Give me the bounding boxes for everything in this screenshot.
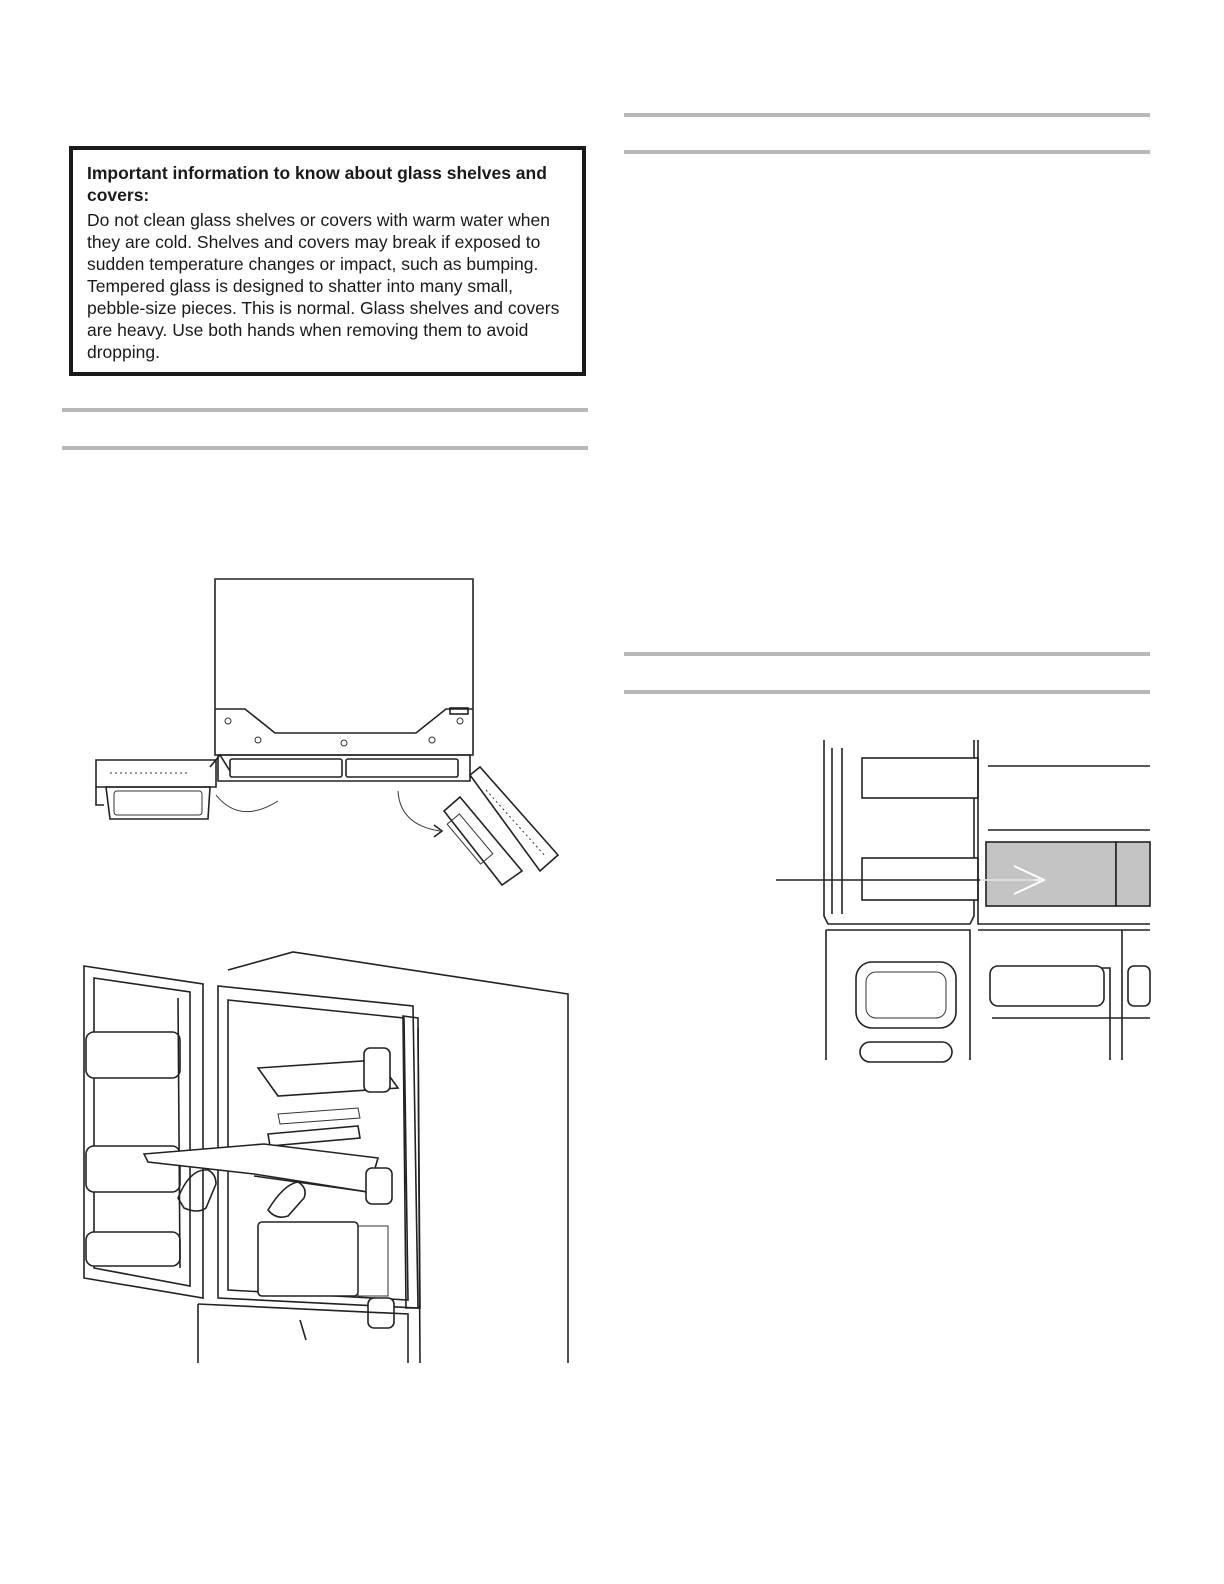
notice-line: dropping. — [87, 342, 160, 362]
notice-line: Do not clean glass shelves or covers with warm water when — [87, 210, 550, 230]
section-rule-right-3 — [624, 652, 1150, 656]
notice-line: they are cold. Shelves and covers may break if exposed to — [87, 232, 541, 252]
notice-line: Tempered glass is designed to shatter into many small, — [87, 276, 514, 296]
notice-title: Important information to know about glass shelves and covers: — [87, 163, 547, 205]
section-rule-right-2 — [624, 150, 1150, 154]
section-rule-left-bottom — [62, 446, 588, 450]
notice-line: are heavy. Use both hands when removing them to avoid — [87, 320, 529, 340]
notice-line: pebble-size pieces. This is normal. Glass shelves and covers — [87, 298, 560, 318]
door-swing-illustration — [90, 575, 570, 885]
notice-body — [87, 209, 577, 363]
glass-shelves-notice — [69, 146, 586, 376]
notice-line: sudden temperature changes or impact, such as bumping. — [87, 254, 539, 274]
section-rule-left-top — [62, 408, 588, 412]
shelf-removal-illustration — [78, 948, 578, 1368]
section-rule-right-1 — [624, 113, 1150, 117]
crisper-cover-illustration — [770, 738, 1150, 1060]
section-rule-right-4 — [624, 690, 1150, 694]
